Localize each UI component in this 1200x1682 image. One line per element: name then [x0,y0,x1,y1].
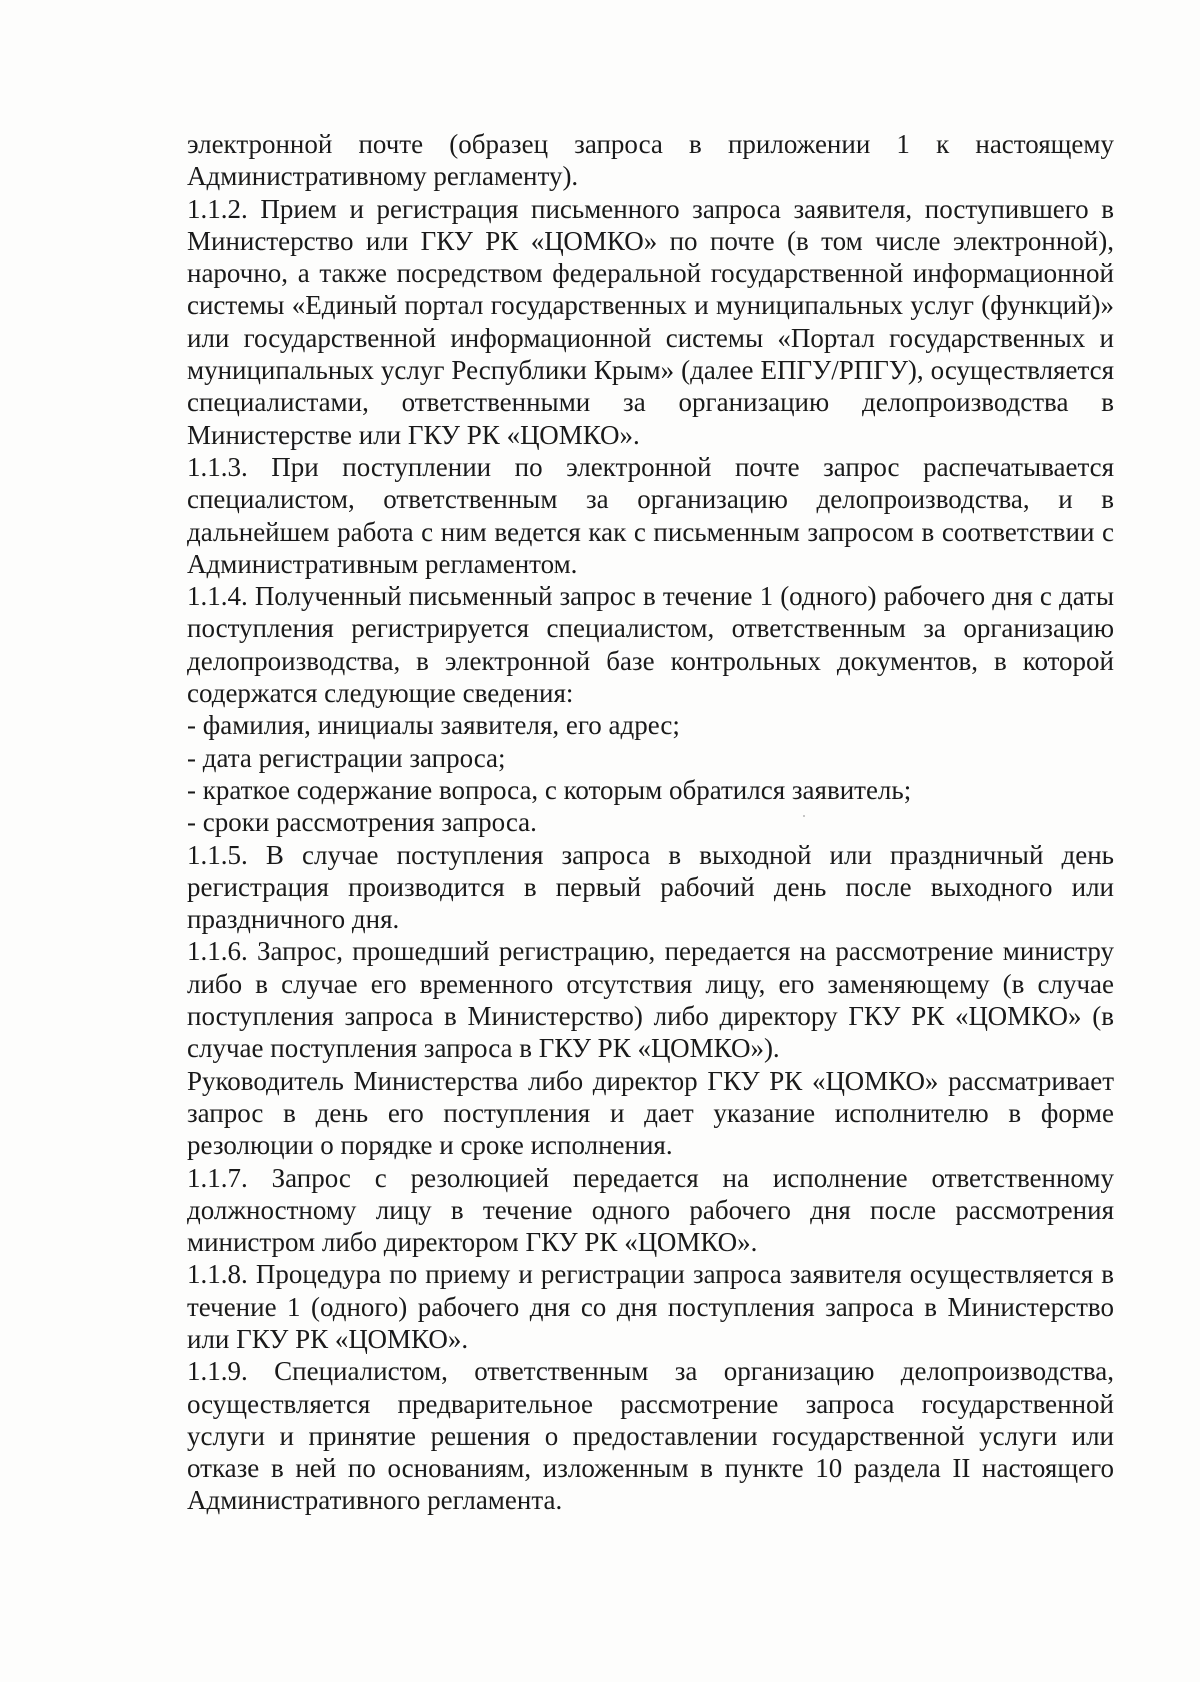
document-body [187,128,1114,1517]
scan-speck [803,815,805,817]
list-item-applicant-name: - фамилия, инициалы заявителя, его адрес; [187,710,680,741]
paragraph-1-1-2: 1.1.2. Прием и регистрация письменного запроса заявителя, поступившего в Министерство или ГКУ РК «ЦОМКО» по почте (в том числе электронной), нарочно, а также посредством федеральной государственной информационной системы «Единый портал государственных и муниципальных услуг (функций)» или государственной информационной системы «Портал государственных и муниципальных услуг Республики Крым» (далее ЕПГУ/РПГУ), осуществляется специалистами, ответственными за организацию делопроизводства в Министерстве или ГКУ РК «ЦОМКО». [187,193,1114,450]
paragraph-1-1-6: 1.1.6. Запрос, прошедший регистрацию, передается на рассмотрение министру либо в случае его временного отсутствия лицу, его заменяющему (в случае поступления запроса в Министерство) либо директору ГКУ РК «ЦОМКО» (в случае поступления запроса в ГКУ РК «ЦОМКО»). [187,936,1114,1064]
paragraph-1-1-3: 1.1.3. При поступлении по электронной почте запрос распечатывается специалистом, ответственным за организацию делопроизводства, и в дальнейшем работа с ним ведется как с письменным запросом в соответствии с Административным регламентом. [187,451,1114,579]
paragraph-intro: электронной почте (образец запроса в приложении 1 к настоящему Административному регламенту). [187,129,1114,192]
list-item-deadlines: - сроки рассмотрения запроса. [187,807,537,838]
paragraph-1-1-5: 1.1.5. В случае поступления запроса в выходной или праздничный день регистрация производится в первый рабочий день после выходного или праздничного дня. [187,839,1114,935]
list-item-registration-date: - дата регистрации запроса; [187,742,506,773]
paragraph-head-review: Руководитель Министерства либо директор ГКУ РК «ЦОМКО» рассматривает запрос в день его поступления и дает указание исполнителю в форме резолюции о порядке и сроке исполнения. [187,1065,1114,1161]
list-item-summary: - краткое содержание вопроса, с которым обратился заявитель; [187,774,912,805]
paragraph-1-1-4: 1.1.4. Полученный письменный запрос в течение 1 (одного) рабочего дня с даты поступления регистрируется специалистом, ответственным за организацию делопроизводства, в электронной базе контрольных документов, в которой содержатся следующие сведения: [187,581,1114,709]
paragraph-1-1-7: 1.1.7. Запрос с резолюцией передается на исполнение ответственному должностному лицу в течение одного рабочего дня после рассмотрения министром либо директором ГКУ РК «ЦОМКО». [187,1162,1114,1258]
paragraph-1-1-9: 1.1.9. Специалистом, ответственным за организацию делопроизводства, осуществляется предварительное рассмотрение запроса государственной услуги и принятие решения о предоставлении государственной услуги или отказе в ней по основаниям, изложенным в пункте 10 раздела II настоящего Административного регламента. [187,1356,1114,1516]
paragraph-1-1-8: 1.1.8. Процедура по приему и регистрации запроса заявителя осуществляется в течение 1 (одного) рабочего дня со дня поступления запроса в Министерство или ГКУ РК «ЦОМКО». [187,1259,1114,1354]
